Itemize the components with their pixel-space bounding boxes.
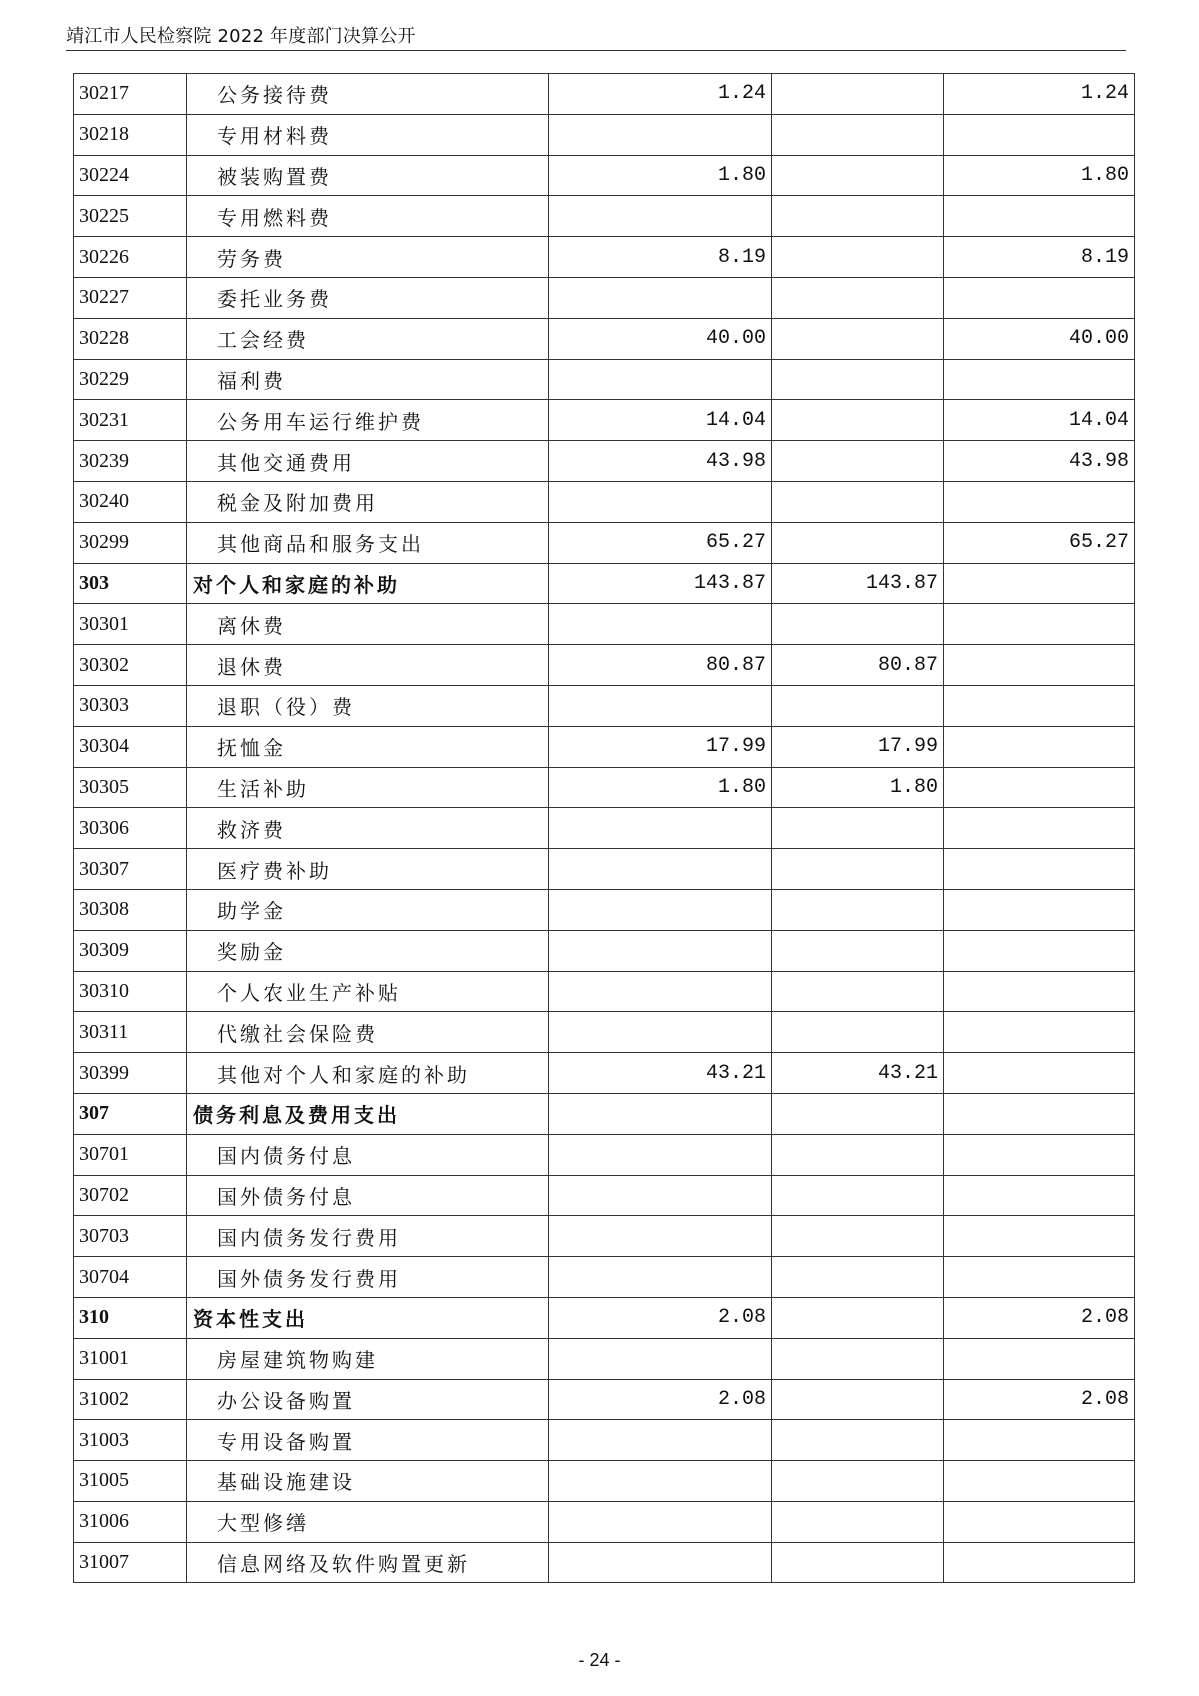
row-name-cell: 债务利息及费用支出: [187, 1093, 549, 1134]
row-name-cell: 专用材料费: [187, 114, 549, 155]
page-header: [66, 22, 1126, 51]
row-total-cell: [549, 1257, 772, 1298]
row-project-cell: [944, 645, 1135, 686]
table-row: [74, 849, 1135, 890]
table-row: [74, 1257, 1135, 1298]
row-name-cell: 劳务费: [187, 237, 549, 278]
row-basic-cell: [772, 74, 944, 115]
table-row: [74, 114, 1135, 155]
row-name-cell: 其他对个人和家庭的补助: [187, 1053, 549, 1094]
row-project-cell: 1.80: [944, 155, 1135, 196]
table-row: [74, 889, 1135, 930]
row-project-cell: [944, 1216, 1135, 1257]
row-basic-cell: [772, 849, 944, 890]
table-row: [74, 971, 1135, 1012]
row-project-cell: [944, 1012, 1135, 1053]
row-total-cell: [549, 1216, 772, 1257]
table-row: [74, 196, 1135, 237]
table-row: [74, 1053, 1135, 1094]
row-total-cell: [549, 1093, 772, 1134]
table-group-row: [74, 563, 1135, 604]
table-row: [74, 1542, 1135, 1583]
row-total-cell: 8.19: [549, 237, 772, 278]
row-project-cell: [944, 359, 1135, 400]
row-basic-cell: [772, 1134, 944, 1175]
row-project-cell: [944, 930, 1135, 971]
row-basic-cell: [772, 685, 944, 726]
row-basic-cell: [772, 1012, 944, 1053]
row-code-cell: 30304: [74, 726, 187, 767]
row-code-cell: 30225: [74, 196, 187, 237]
table-row: [74, 1134, 1135, 1175]
row-code-cell: 30703: [74, 1216, 187, 1257]
table-row: [74, 1420, 1135, 1461]
row-total-cell: [549, 604, 772, 645]
row-total-cell: 43.21: [549, 1053, 772, 1094]
row-name-cell: 国外债务发行费用: [187, 1257, 549, 1298]
table-group-row: [74, 1093, 1135, 1134]
row-name-cell: 救济费: [187, 808, 549, 849]
row-code-cell: 31003: [74, 1420, 187, 1461]
row-basic-cell: [772, 1542, 944, 1583]
row-total-cell: [549, 481, 772, 522]
row-project-cell: [944, 685, 1135, 726]
row-total-cell: [549, 1338, 772, 1379]
row-code-cell: 30301: [74, 604, 187, 645]
row-total-cell: [549, 1175, 772, 1216]
row-total-cell: 17.99: [549, 726, 772, 767]
table-group-row: [74, 1297, 1135, 1338]
table-row: [74, 441, 1135, 482]
row-project-cell: [944, 889, 1135, 930]
row-project-cell: [944, 481, 1135, 522]
row-name-cell: 被装购置费: [187, 155, 549, 196]
row-basic-cell: [772, 359, 944, 400]
row-basic-cell: [772, 318, 944, 359]
row-project-cell: [944, 971, 1135, 1012]
row-code-cell: 30229: [74, 359, 187, 400]
table-row: [74, 481, 1135, 522]
row-basic-cell: [772, 1093, 944, 1134]
row-basic-cell: 80.87: [772, 645, 944, 686]
row-code-cell: 30240: [74, 481, 187, 522]
row-basic-cell: [772, 1257, 944, 1298]
table-row: [74, 1012, 1135, 1053]
row-name-cell: 其他交通费用: [187, 441, 549, 482]
row-code-cell: 30308: [74, 889, 187, 930]
row-name-cell: 其他商品和服务支出: [187, 522, 549, 563]
row-basic-cell: 1.80: [772, 767, 944, 808]
row-total-cell: [549, 1501, 772, 1542]
row-basic-cell: [772, 1501, 944, 1542]
row-name-cell: 退休费: [187, 645, 549, 686]
row-project-cell: [944, 1175, 1135, 1216]
row-basic-cell: [772, 930, 944, 971]
row-name-cell: 国内债务发行费用: [187, 1216, 549, 1257]
row-project-cell: 14.04: [944, 400, 1135, 441]
row-code-cell: 30303: [74, 685, 187, 726]
row-total-cell: 1.80: [549, 767, 772, 808]
row-code-cell: 30227: [74, 277, 187, 318]
row-name-cell: 奖励金: [187, 930, 549, 971]
row-project-cell: 2.08: [944, 1379, 1135, 1420]
row-name-cell: 对个人和家庭的补助: [187, 563, 549, 604]
row-basic-cell: [772, 237, 944, 278]
row-code-cell: 30231: [74, 400, 187, 441]
row-total-cell: [549, 1420, 772, 1461]
row-code-cell: 30299: [74, 522, 187, 563]
row-project-cell: [944, 1338, 1135, 1379]
row-name-cell: 国外债务付息: [187, 1175, 549, 1216]
table-row: [74, 359, 1135, 400]
row-project-cell: 40.00: [944, 318, 1135, 359]
row-code-cell: 31006: [74, 1501, 187, 1542]
row-basic-cell: [772, 1297, 944, 1338]
row-code-cell: 31007: [74, 1542, 187, 1583]
table-row: [74, 604, 1135, 645]
row-project-cell: 2.08: [944, 1297, 1135, 1338]
row-total-cell: [549, 1542, 772, 1583]
row-code-cell: 30224: [74, 155, 187, 196]
row-name-cell: 福利费: [187, 359, 549, 400]
row-total-cell: 1.24: [549, 74, 772, 115]
row-code-cell: 30218: [74, 114, 187, 155]
table-row: [74, 767, 1135, 808]
row-code-cell: 30704: [74, 1257, 187, 1298]
row-basic-cell: 17.99: [772, 726, 944, 767]
row-total-cell: 43.98: [549, 441, 772, 482]
row-name-cell: 办公设备购置: [187, 1379, 549, 1420]
row-code-cell: 30239: [74, 441, 187, 482]
table-row: [74, 726, 1135, 767]
row-total-cell: [549, 930, 772, 971]
row-name-cell: 委托业务费: [187, 277, 549, 318]
row-basic-cell: [772, 1175, 944, 1216]
row-project-cell: 1.24: [944, 74, 1135, 115]
row-name-cell: 个人农业生产补贴: [187, 971, 549, 1012]
row-basic-cell: [772, 522, 944, 563]
row-project-cell: [944, 196, 1135, 237]
row-code-cell: 307: [74, 1093, 187, 1134]
table-row: [74, 1216, 1135, 1257]
row-project-cell: [944, 563, 1135, 604]
row-basic-cell: [772, 400, 944, 441]
row-code-cell: 310: [74, 1297, 187, 1338]
row-code-cell: 30399: [74, 1053, 187, 1094]
row-name-cell: 医疗费补助: [187, 849, 549, 890]
row-code-cell: 30306: [74, 808, 187, 849]
row-code-cell: 30307: [74, 849, 187, 890]
row-basic-cell: [772, 1338, 944, 1379]
row-project-cell: [944, 1134, 1135, 1175]
row-basic-cell: [772, 1379, 944, 1420]
row-total-cell: 143.87: [549, 563, 772, 604]
row-project-cell: [944, 1257, 1135, 1298]
row-total-cell: [549, 849, 772, 890]
row-code-cell: 30309: [74, 930, 187, 971]
row-total-cell: 14.04: [549, 400, 772, 441]
row-total-cell: [549, 1012, 772, 1053]
row-total-cell: [549, 1134, 772, 1175]
row-code-cell: 30302: [74, 645, 187, 686]
row-total-cell: 2.08: [549, 1297, 772, 1338]
row-project-cell: 43.98: [944, 441, 1135, 482]
row-name-cell: 基础设施建设: [187, 1461, 549, 1502]
row-code-cell: 30217: [74, 74, 187, 115]
table-row: [74, 522, 1135, 563]
row-name-cell: 助学金: [187, 889, 549, 930]
row-name-cell: 退职（役）费: [187, 685, 549, 726]
row-project-cell: [944, 1461, 1135, 1502]
row-project-cell: 8.19: [944, 237, 1135, 278]
row-name-cell: 信息网络及软件购置更新: [187, 1542, 549, 1583]
row-basic-cell: [772, 971, 944, 1012]
row-basic-cell: [772, 604, 944, 645]
row-project-cell: [944, 1093, 1135, 1134]
row-name-cell: 抚恤金: [187, 726, 549, 767]
table-row: [74, 74, 1135, 115]
row-basic-cell: [772, 1420, 944, 1461]
row-total-cell: 80.87: [549, 645, 772, 686]
row-basic-cell: [772, 1461, 944, 1502]
row-total-cell: 1.80: [549, 155, 772, 196]
row-project-cell: [944, 767, 1135, 808]
row-code-cell: 30305: [74, 767, 187, 808]
row-basic-cell: 43.21: [772, 1053, 944, 1094]
row-project-cell: [944, 604, 1135, 645]
row-total-cell: 65.27: [549, 522, 772, 563]
row-basic-cell: [772, 114, 944, 155]
table-row: [74, 1175, 1135, 1216]
table-row: [74, 685, 1135, 726]
row-basic-cell: [772, 441, 944, 482]
table-row: [74, 318, 1135, 359]
row-basic-cell: 143.87: [772, 563, 944, 604]
table-row: [74, 277, 1135, 318]
row-code-cell: 303: [74, 563, 187, 604]
row-name-cell: 税金及附加费用: [187, 481, 549, 522]
row-name-cell: 大型修缮: [187, 1501, 549, 1542]
row-project-cell: 65.27: [944, 522, 1135, 563]
row-code-cell: 31005: [74, 1461, 187, 1502]
document-title: 靖江市人民检察院 2022 年度部门决算公开: [66, 26, 416, 47]
row-code-cell: 30226: [74, 237, 187, 278]
row-project-cell: [944, 808, 1135, 849]
row-total-cell: [549, 1461, 772, 1502]
row-total-cell: [549, 277, 772, 318]
row-total-cell: 40.00: [549, 318, 772, 359]
row-code-cell: 30702: [74, 1175, 187, 1216]
row-project-cell: [944, 726, 1135, 767]
row-basic-cell: [772, 196, 944, 237]
row-total-cell: [549, 359, 772, 400]
row-total-cell: [549, 114, 772, 155]
table-row: [74, 237, 1135, 278]
row-total-cell: [549, 196, 772, 237]
row-code-cell: 31001: [74, 1338, 187, 1379]
row-project-cell: [944, 114, 1135, 155]
table-row: [74, 645, 1135, 686]
table-row: [74, 1461, 1135, 1502]
row-name-cell: 房屋建筑物购建: [187, 1338, 549, 1379]
table-row: [74, 1379, 1135, 1420]
table-row: [74, 808, 1135, 849]
table-row: [74, 930, 1135, 971]
row-code-cell: 31002: [74, 1379, 187, 1420]
row-basic-cell: [772, 277, 944, 318]
row-total-cell: [549, 808, 772, 849]
table-row: [74, 400, 1135, 441]
table-row: [74, 1501, 1135, 1542]
row-name-cell: 工会经费: [187, 318, 549, 359]
row-basic-cell: [772, 808, 944, 849]
row-name-cell: 离休费: [187, 604, 549, 645]
row-project-cell: [944, 277, 1135, 318]
row-name-cell: 资本性支出: [187, 1297, 549, 1338]
row-name-cell: 生活补助: [187, 767, 549, 808]
row-name-cell: 专用燃料费: [187, 196, 549, 237]
row-basic-cell: [772, 481, 944, 522]
expenditure-table: [73, 73, 1135, 1583]
row-name-cell: 公务用车运行维护费: [187, 400, 549, 441]
row-code-cell: 30228: [74, 318, 187, 359]
row-total-cell: 2.08: [549, 1379, 772, 1420]
row-basic-cell: [772, 1216, 944, 1257]
row-name-cell: 国内债务付息: [187, 1134, 549, 1175]
row-total-cell: [549, 889, 772, 930]
table-row: [74, 1338, 1135, 1379]
row-project-cell: [944, 1420, 1135, 1461]
row-project-cell: [944, 1501, 1135, 1542]
row-name-cell: 代缴社会保险费: [187, 1012, 549, 1053]
row-total-cell: [549, 685, 772, 726]
row-name-cell: 专用设备购置: [187, 1420, 549, 1461]
row-code-cell: 30701: [74, 1134, 187, 1175]
row-total-cell: [549, 971, 772, 1012]
row-project-cell: [944, 849, 1135, 890]
page-number: - 24 -: [578, 1650, 621, 1670]
row-name-cell: 公务接待费: [187, 74, 549, 115]
table-row: [74, 155, 1135, 196]
table-body: [74, 74, 1135, 1583]
row-basic-cell: [772, 155, 944, 196]
row-project-cell: [944, 1053, 1135, 1094]
row-code-cell: 30311: [74, 1012, 187, 1053]
row-basic-cell: [772, 889, 944, 930]
row-code-cell: 30310: [74, 971, 187, 1012]
row-project-cell: [944, 1542, 1135, 1583]
